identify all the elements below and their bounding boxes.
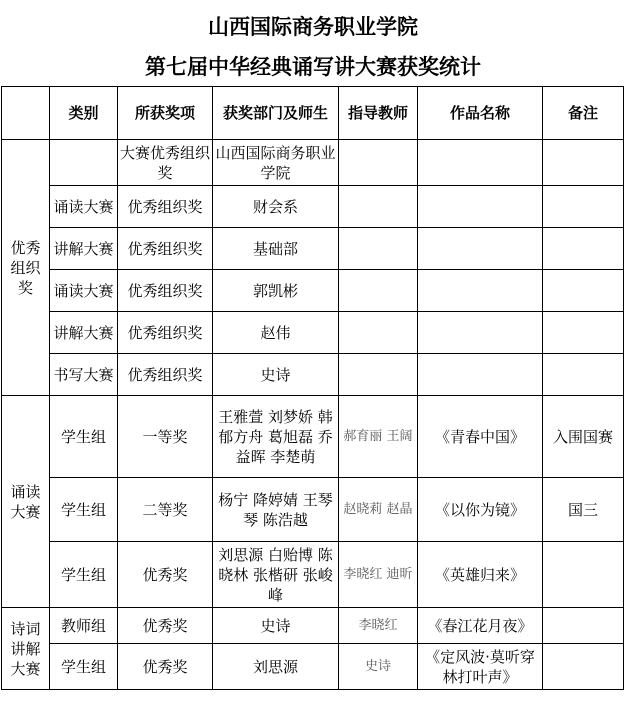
teacher-cell	[339, 354, 418, 396]
award-cell: 优秀奖	[118, 608, 213, 644]
category-cell: 学生组	[50, 644, 118, 690]
teacher-cell: 李晓红 迪昕	[339, 542, 418, 608]
teacher-cell: 李晓红	[339, 608, 418, 644]
work-cell	[418, 186, 543, 228]
winners-cell: 山西国际商务职业学院	[213, 140, 339, 186]
winners-cell: 郭凯彬	[213, 270, 339, 312]
winners-cell: 财会系	[213, 186, 339, 228]
header-cell: 获奖部门及师生	[213, 87, 339, 140]
table-row	[2, 396, 624, 478]
table-row	[2, 270, 624, 312]
note-cell	[543, 312, 624, 354]
table-row	[2, 354, 624, 396]
category-cell: 讲解大赛	[50, 228, 118, 270]
header-cell: 备注	[543, 87, 624, 140]
category-cell: 诵读大赛	[50, 270, 118, 312]
award-cell: 优秀组织奖	[118, 270, 213, 312]
work-cell	[418, 354, 543, 396]
table-row	[2, 478, 624, 542]
note-cell	[543, 228, 624, 270]
header-blank	[2, 87, 50, 140]
teacher-cell	[339, 270, 418, 312]
note-cell	[543, 644, 624, 690]
table-row	[2, 140, 624, 186]
category-cell: 学生组	[50, 478, 118, 542]
category-cell: 教师组	[50, 608, 118, 644]
award-cell: 优秀组织奖	[118, 354, 213, 396]
header-cell: 作品名称	[418, 87, 543, 140]
teacher-cell: 赵晓莉 赵晶	[339, 478, 418, 542]
winners-cell: 杨宁 降婷婧 王琴琴 陈浩越	[213, 478, 339, 542]
teacher-cell: 郝育丽 王阔	[339, 396, 418, 478]
award-cell: 优秀奖	[118, 542, 213, 608]
winners-cell: 刘思源	[213, 644, 339, 690]
category-cell: 书写大赛	[50, 354, 118, 396]
table-row	[2, 228, 624, 270]
award-cell: 优秀组织奖	[118, 228, 213, 270]
note-cell	[543, 354, 624, 396]
note-cell: 国三	[543, 478, 624, 542]
header-cell: 所获奖项	[118, 87, 213, 140]
document-title: 山西国际商务职业学院	[208, 15, 418, 39]
teacher-cell	[339, 228, 418, 270]
winners-cell: 王雅萱 刘梦娇 韩郁方舟 葛旭磊 乔益晖 李楚萌	[213, 396, 339, 478]
winners-cell: 史诗	[213, 608, 339, 644]
teacher-cell	[339, 140, 418, 186]
table-row	[2, 644, 624, 690]
document-subtitle: 第七届中华经典诵写讲大赛获奖统计	[145, 55, 481, 79]
work-cell: 《以你为镜》	[418, 478, 543, 542]
teacher-cell: 史诗	[339, 644, 418, 690]
group-cell: 优秀组织奖	[2, 140, 50, 396]
winners-cell: 史诗	[213, 354, 339, 396]
group-cell: 诵读大赛	[2, 396, 50, 608]
table-row	[2, 312, 624, 354]
note-cell	[543, 608, 624, 644]
award-cell: 大赛优秀组织奖	[118, 140, 213, 186]
category-cell: 学生组	[50, 396, 118, 478]
work-cell	[418, 270, 543, 312]
teacher-cell	[339, 186, 418, 228]
award-cell: 优秀组织奖	[118, 186, 213, 228]
group-cell: 诗词讲解大赛	[2, 608, 50, 690]
work-cell	[418, 228, 543, 270]
table-row	[2, 186, 624, 228]
award-cell: 优秀组织奖	[118, 312, 213, 354]
winners-cell: 刘思源 白贻博 陈晓林 张楷研 张峻峰	[213, 542, 339, 608]
category-cell: 诵读大赛	[50, 186, 118, 228]
work-cell: 《定风波·莫听穿林打叶声》	[418, 644, 543, 690]
header-cell: 类别	[50, 87, 118, 140]
table-row	[2, 608, 624, 644]
note-cell: 入围国赛	[543, 396, 624, 478]
table-row	[2, 542, 624, 608]
note-cell	[543, 270, 624, 312]
winners-cell: 赵伟	[213, 312, 339, 354]
work-cell: 《春江花月夜》	[418, 608, 543, 644]
work-cell	[418, 312, 543, 354]
header-cell: 指导教师	[339, 87, 418, 140]
note-cell	[543, 542, 624, 608]
header-row	[2, 87, 624, 140]
work-cell: 《青春中国》	[418, 396, 543, 478]
award-cell: 二等奖	[118, 478, 213, 542]
note-cell	[543, 186, 624, 228]
work-cell: 《英雄归来》	[418, 542, 543, 608]
work-cell	[418, 140, 543, 186]
award-cell: 优秀奖	[118, 644, 213, 690]
teacher-cell	[339, 312, 418, 354]
note-cell	[543, 140, 624, 186]
category-cell: 讲解大赛	[50, 312, 118, 354]
category-cell	[50, 140, 118, 186]
category-cell: 学生组	[50, 542, 118, 608]
award-cell: 一等奖	[118, 396, 213, 478]
award-table	[1, 86, 624, 690]
winners-cell: 基础部	[213, 228, 339, 270]
